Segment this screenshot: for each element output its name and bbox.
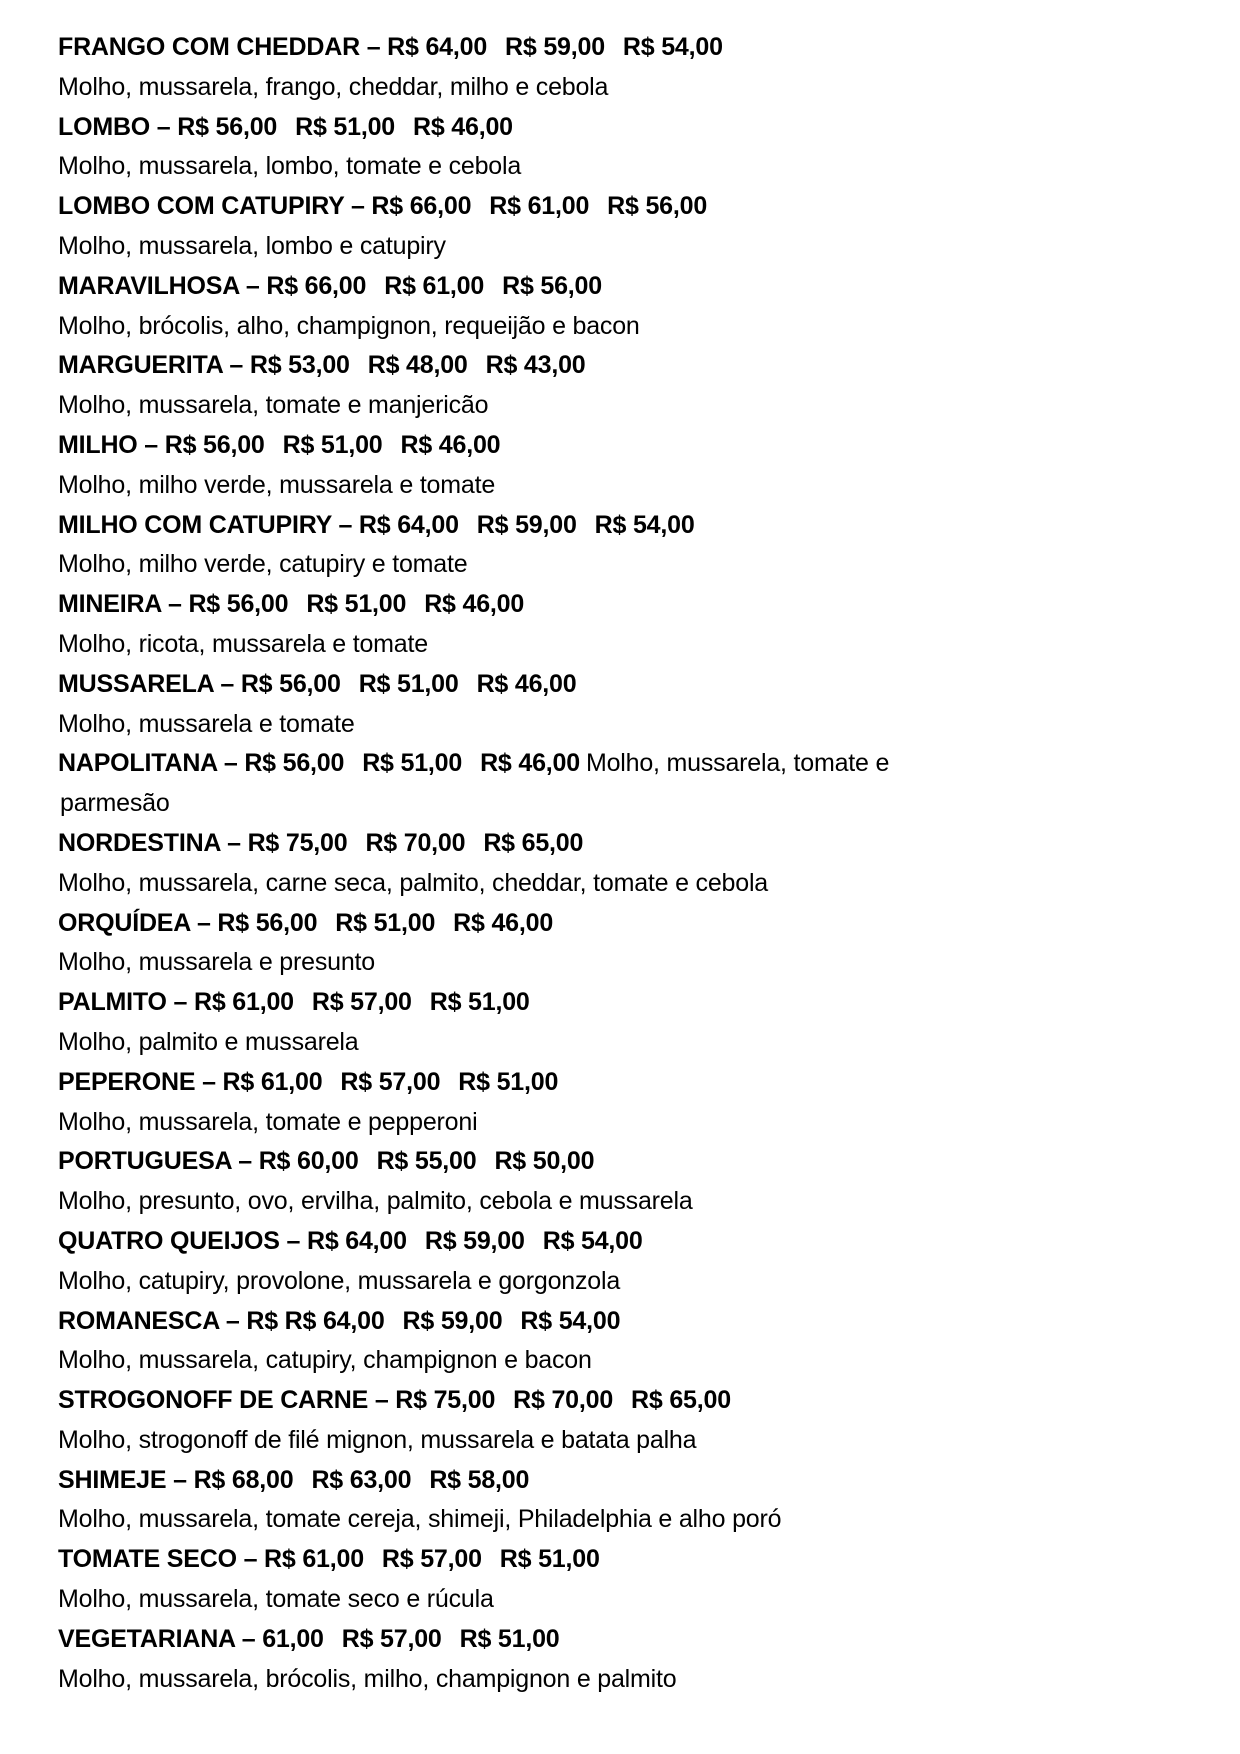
- item-name: MILHO: [58, 430, 138, 459]
- item-header: [58, 1540, 1178, 1580]
- item-separator: –: [217, 749, 245, 778]
- item-description: Molho, mussarela, carne seca, palmito, cheddar, tomate e cebola: [58, 868, 769, 897]
- item-separator: –: [331, 510, 359, 539]
- item-header: [58, 187, 1178, 227]
- price-small: R$ 65,00: [483, 828, 584, 857]
- price-large: R$ 56,00: [177, 112, 278, 141]
- item-header: [58, 1302, 1178, 1342]
- menu-item-quatro-queijos: [58, 1222, 1178, 1302]
- item-description: Molho, mussarela, tomate e manjericão: [58, 391, 489, 420]
- item-name: MINEIRA: [58, 590, 162, 619]
- price-small: R$ 51,00: [459, 1624, 560, 1653]
- item-name: NAPOLITANA: [58, 749, 218, 778]
- item-name: PEPERONE: [58, 1067, 196, 1096]
- item-header: [58, 1461, 1178, 1501]
- price-large: R$ 68,00: [193, 1465, 294, 1494]
- price-large: R$ 61,00: [222, 1067, 323, 1096]
- item-description: Molho, mussarela, tomate cereja, shimeji, Philadelphia e alho poró: [58, 1505, 782, 1534]
- price-medium: R$ 51,00: [282, 430, 383, 459]
- price-large: R$ 56,00: [244, 749, 345, 778]
- item-header: [58, 506, 1178, 546]
- price-small: R$ 54,00: [520, 1306, 621, 1335]
- price-large: R$ 56,00: [240, 669, 341, 698]
- item-separator: –: [166, 1465, 194, 1494]
- price-small: R$ 46,00: [424, 590, 525, 619]
- item-description: Molho, strogonoff de filé mignon, mussarela e batata palha: [58, 1425, 697, 1454]
- item-description: Molho, presunto, ovo, ervilha, palmito, cebola e mussarela: [58, 1187, 693, 1216]
- menu-item-shimeje: [58, 1461, 1178, 1541]
- item-description: Molho, mussarela, lombo e catupiry: [58, 231, 446, 260]
- menu-item-peperone: [58, 1063, 1178, 1143]
- price-large: R$ R$ 64,00: [246, 1306, 385, 1335]
- price-medium: R$ 59,00: [424, 1226, 525, 1255]
- price-medium: R$ 59,00: [402, 1306, 503, 1335]
- item-description: Molho, mussarela, tomate e pepperoni: [58, 1107, 478, 1136]
- item-name: LOMBO: [58, 112, 151, 141]
- price-medium: R$ 51,00: [335, 908, 436, 937]
- price-small: R$ 46,00: [476, 669, 577, 698]
- menu-item-milho-com-catupiry: [58, 506, 1178, 586]
- menu-item-vegetariana: [58, 1620, 1178, 1700]
- item-name: STROGONOFF DE CARNE: [58, 1386, 369, 1415]
- price-small: R$ 58,00: [429, 1465, 530, 1494]
- menu-item-portuguesa: [58, 1142, 1178, 1222]
- item-separator: –: [150, 112, 178, 141]
- price-small: R$ 46,00: [453, 908, 554, 937]
- price-large: R$ 75,00: [395, 1386, 496, 1415]
- item-name: ORQUÍDEA: [58, 908, 191, 937]
- item-header: [58, 426, 1178, 466]
- menu-item-lombo: [58, 108, 1178, 188]
- item-description-wrap: parmesão: [60, 789, 170, 818]
- item-separator: –: [219, 1306, 247, 1335]
- item-separator: –: [222, 351, 250, 380]
- item-header: [58, 346, 1178, 386]
- item-description-inline: Molho, mussarela, tomate e: [585, 749, 890, 778]
- price-medium: R$ 55,00: [376, 1147, 477, 1176]
- item-name: QUATRO QUEIJOS: [58, 1226, 280, 1255]
- price-small: R$ 50,00: [494, 1147, 595, 1176]
- price-medium: R$ 59,00: [505, 33, 605, 61]
- item-description: Molho, milho verde, catupiry e tomate: [58, 550, 468, 579]
- price-large: R$ 66,00: [371, 192, 472, 221]
- menu-item-milho: [58, 426, 1178, 506]
- item-separator: –: [213, 669, 241, 698]
- menu-item-mussarela: [58, 665, 1178, 745]
- menu-item-nordestina: [58, 824, 1178, 904]
- item-header: [58, 665, 1178, 705]
- item-description: Molho, ricota, mussarela e tomate: [58, 629, 428, 658]
- item-header: [58, 983, 1178, 1023]
- item-separator: –: [236, 1545, 265, 1574]
- item-header: [58, 1381, 1178, 1421]
- price-large: R$ 64,00: [387, 33, 488, 61]
- item-separator: –: [231, 1147, 259, 1176]
- item-name: LOMBO COM CATUPIRY: [58, 192, 345, 221]
- item-description: Molho, mussarela, lombo, tomate e cebola: [58, 152, 522, 181]
- item-header: [58, 904, 1178, 944]
- price-medium: R$ 51,00: [362, 749, 463, 778]
- price-medium: R$ 51,00: [306, 590, 407, 619]
- price-medium: R$ 70,00: [513, 1386, 614, 1415]
- item-header: [58, 744, 1178, 784]
- menu-item-frango-com-cheddar: [58, 28, 1178, 108]
- item-name: NORDESTINA: [58, 828, 221, 857]
- item-separator: –: [344, 192, 372, 221]
- price-large: R$ 61,00: [193, 988, 294, 1017]
- item-description: Molho, mussarela, frango, cheddar, milho e cebola: [58, 72, 609, 101]
- price-medium: R$ 48,00: [367, 351, 468, 380]
- item-separator: –: [239, 271, 267, 300]
- item-name: VEGETARIANA: [58, 1624, 235, 1653]
- item-description: Molho, mussarela, tomate seco e rúcula: [58, 1585, 494, 1614]
- price-large: R$ 53,00: [249, 351, 350, 380]
- price-large: R$ 56,00: [188, 590, 289, 619]
- item-separator: –: [195, 1067, 223, 1096]
- price-small: R$ 54,00: [622, 33, 723, 61]
- item-header: [58, 1620, 1178, 1660]
- item-name: PALMITO: [58, 988, 167, 1017]
- item-header: [58, 824, 1178, 864]
- item-name: FRANGO COM CHEDDAR: [58, 33, 360, 61]
- menu-item-mineira: [58, 585, 1178, 665]
- menu-item-orquidea: [58, 904, 1178, 984]
- item-description: Molho, palmito e mussarela: [58, 1027, 359, 1056]
- item-separator: –: [220, 828, 248, 857]
- item-separator: –: [161, 590, 189, 619]
- price-large: R$ 56,00: [164, 430, 265, 459]
- price-medium: R$ 70,00: [365, 828, 466, 857]
- item-name: PORTUGUESA: [58, 1147, 232, 1176]
- price-small: R$ 65,00: [631, 1386, 731, 1415]
- item-name: MARAVILHOSA: [58, 271, 240, 300]
- menu-item-romanesca: [58, 1302, 1178, 1382]
- item-separator: –: [190, 908, 218, 937]
- menu-item-maravilhosa: [58, 267, 1178, 347]
- item-separator: –: [234, 1624, 263, 1653]
- item-header: [58, 28, 1178, 68]
- item-description: Molho, catupiry, provolone, mussarela e gorgonzola: [58, 1266, 621, 1295]
- price-large: R$ 64,00: [306, 1226, 407, 1255]
- price-medium: R$ 61,00: [489, 192, 590, 221]
- price-small: R$ 51,00: [458, 1067, 559, 1096]
- price-medium: R$ 57,00: [381, 1545, 482, 1574]
- item-description: Molho, mussarela, catupiry, champignon e bacon: [58, 1346, 592, 1375]
- price-small: R$ 51,00: [429, 988, 530, 1017]
- price-large: R$ 75,00: [247, 828, 348, 857]
- price-medium: R$ 61,00: [384, 271, 485, 300]
- item-separator: –: [279, 1226, 307, 1255]
- item-header: [58, 585, 1178, 625]
- price-small: R$ 56,00: [502, 271, 602, 300]
- item-description: Molho, brócolis, alho, champignon, requeijão e bacon: [58, 311, 640, 340]
- item-header: [58, 108, 1178, 148]
- item-name: MILHO COM CATUPIRY: [58, 510, 332, 539]
- item-separator: –: [368, 1386, 396, 1415]
- menu-page: [58, 28, 1178, 1699]
- price-small: R$ 46,00: [480, 749, 580, 778]
- price-small: R$ 46,00: [413, 112, 513, 141]
- price-small: R$ 46,00: [400, 430, 501, 459]
- price-medium: R$ 59,00: [476, 510, 577, 539]
- item-header: [58, 267, 1178, 307]
- item-header: [58, 1063, 1178, 1103]
- item-separator: –: [359, 33, 388, 61]
- item-header: [58, 1222, 1178, 1262]
- price-small: R$ 56,00: [607, 192, 708, 221]
- price-medium: R$ 51,00: [358, 669, 459, 698]
- price-medium: R$ 63,00: [311, 1465, 412, 1494]
- item-name: MARGUERITA: [58, 351, 223, 380]
- menu-item-napolitana: [58, 744, 1178, 824]
- item-description: Molho, mussarela, brócolis, milho, champignon e palmito: [58, 1664, 677, 1693]
- menu-item-marguerita: [58, 346, 1178, 426]
- item-name: ROMANESCA: [58, 1306, 220, 1335]
- item-separator: –: [166, 988, 194, 1017]
- price-medium: R$ 51,00: [295, 112, 395, 141]
- price-medium: R$ 57,00: [311, 988, 412, 1017]
- menu-item-lombo-com-catupiry: [58, 187, 1178, 267]
- item-header: [58, 1142, 1178, 1182]
- item-name: MUSSARELA: [58, 669, 214, 698]
- item-description: Molho, milho verde, mussarela e tomate: [58, 470, 496, 499]
- item-description: Molho, mussarela e tomate: [58, 709, 355, 738]
- menu-item-tomate-seco: [58, 1540, 1178, 1620]
- menu-item-palmito: [58, 983, 1178, 1063]
- menu-item-strogonoff-de-carne: [58, 1381, 1178, 1461]
- price-small: R$ 54,00: [594, 510, 695, 539]
- item-description: Molho, mussarela e presunto: [58, 948, 375, 977]
- item-separator: –: [137, 430, 165, 459]
- price-small: R$ 54,00: [542, 1226, 643, 1255]
- item-name: TOMATE SECO: [58, 1545, 237, 1574]
- price-small: R$ 43,00: [485, 351, 586, 380]
- item-name: SHIMEJE: [58, 1465, 167, 1494]
- price-medium: R$ 57,00: [340, 1067, 441, 1096]
- price-large: R$ 66,00: [266, 271, 367, 300]
- price-large: R$ 61,00: [264, 1545, 364, 1574]
- price-small: R$ 51,00: [499, 1545, 600, 1574]
- price-large: R$ 56,00: [217, 908, 318, 937]
- price-large: R$ 60,00: [258, 1147, 359, 1176]
- price-large: R$ 64,00: [358, 510, 459, 539]
- price-large: 61,00: [262, 1624, 324, 1653]
- price-medium: R$ 57,00: [341, 1624, 442, 1653]
